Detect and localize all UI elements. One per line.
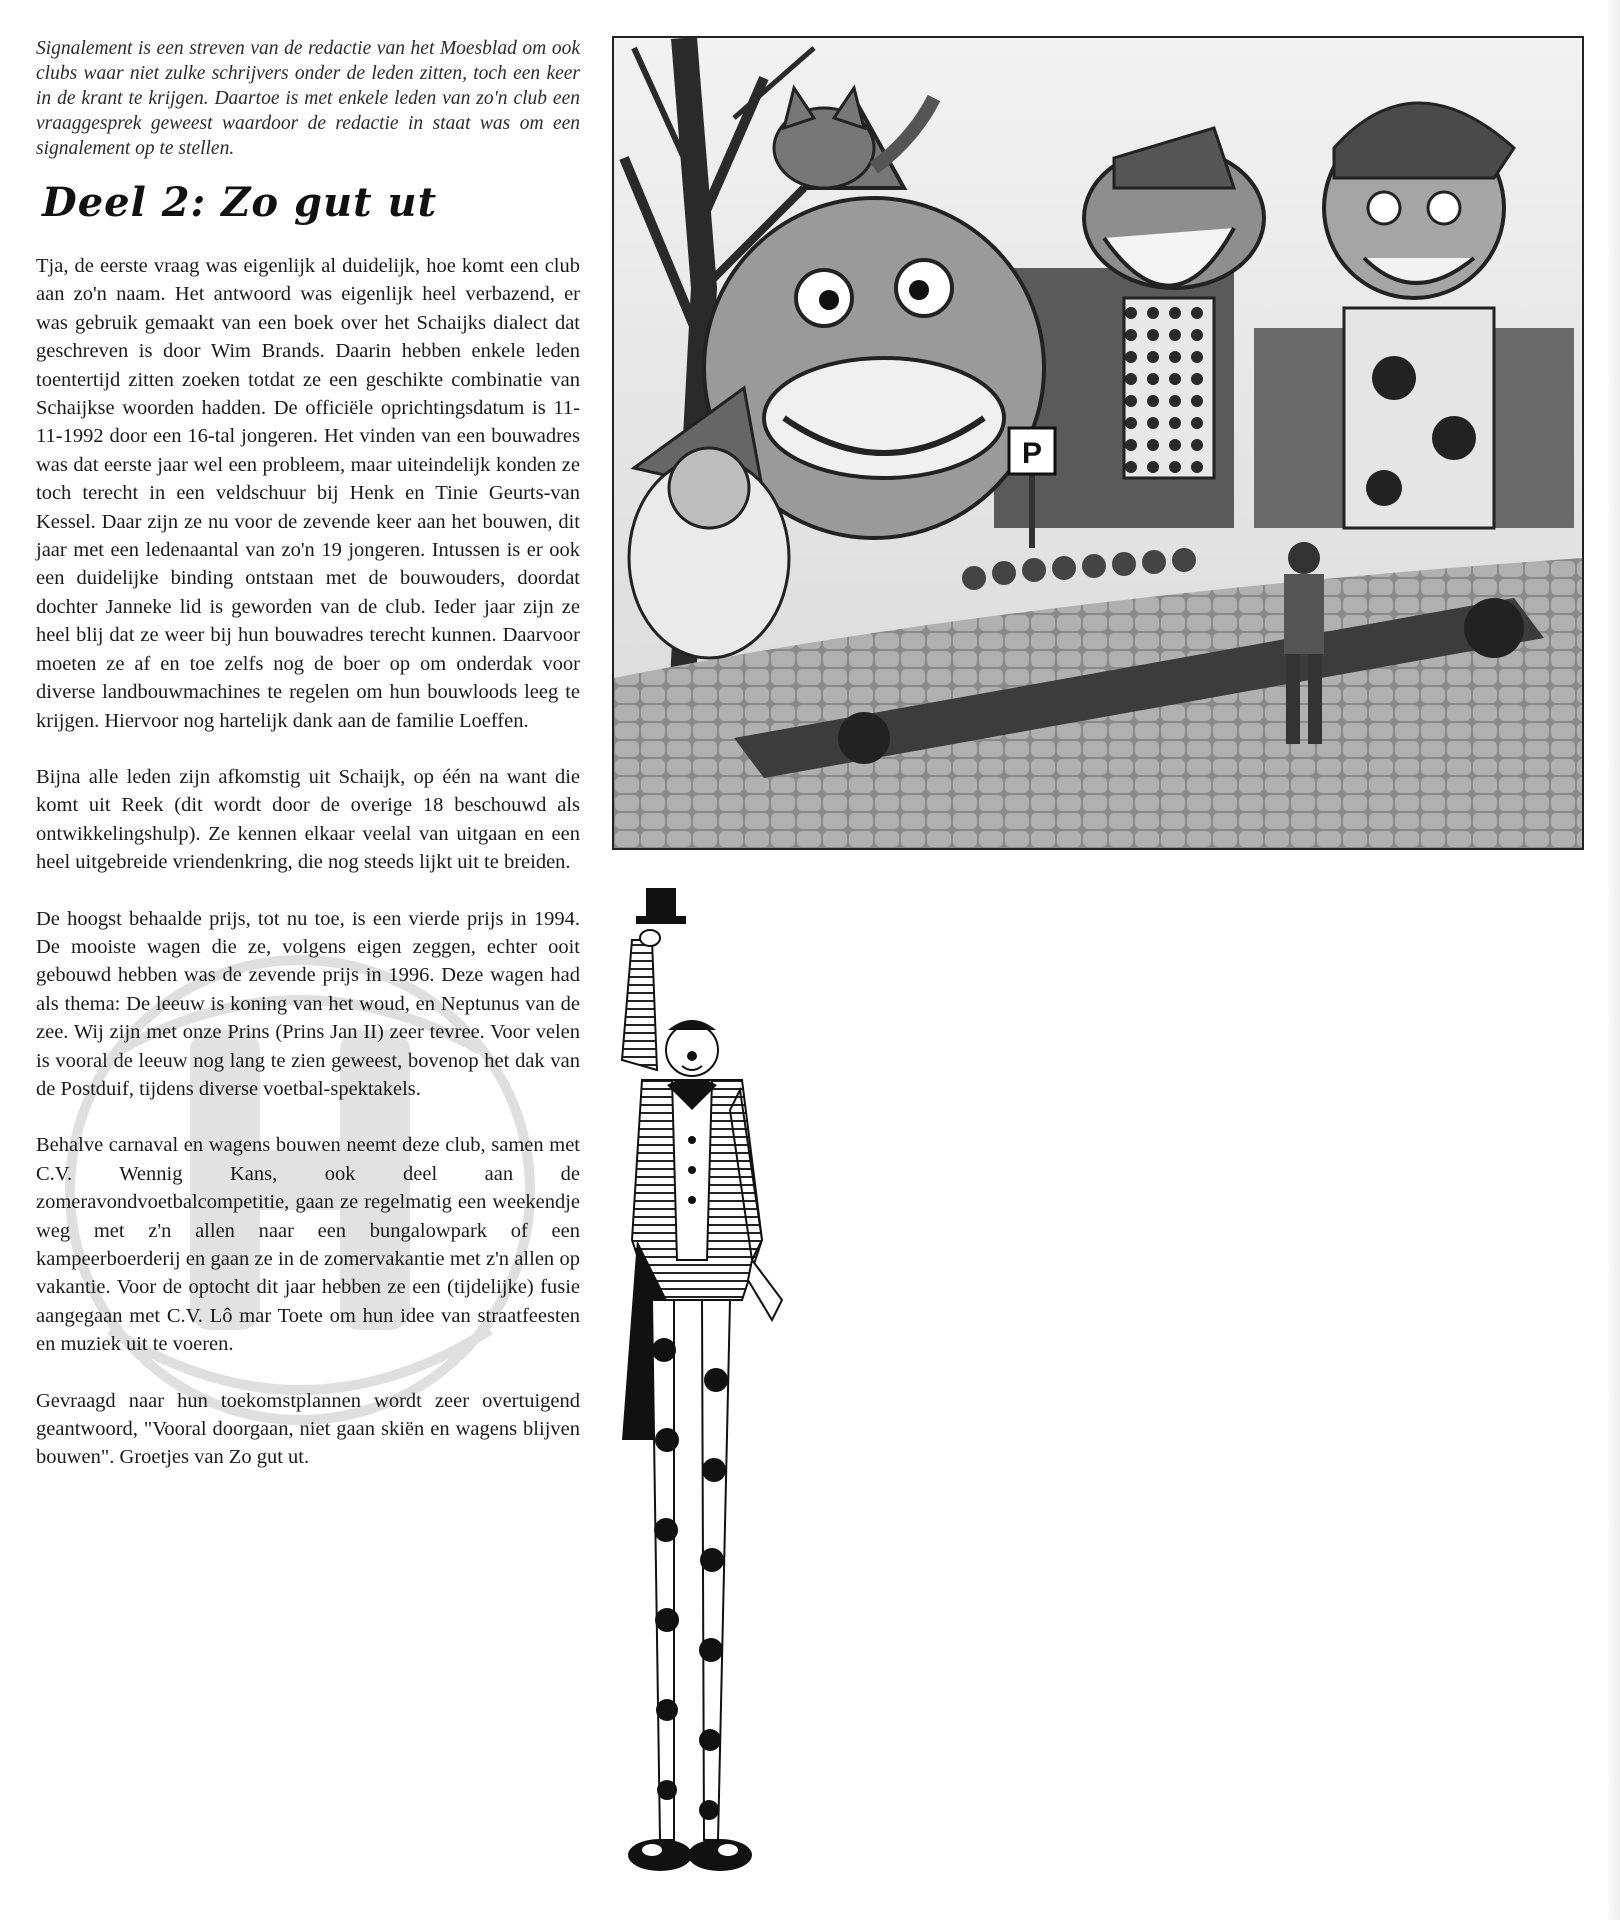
- parking-sign-letter: P: [1021, 437, 1043, 470]
- article-paragraph: Bijna alle leden zijn afkomstig uit Schaijk, op één na want die komt uit Reek (dit wordt door de overige 18 beschouwd als ontwikkelingshulp). Ze kennen elkaar veelal van uitgaan en een heel uitgebreide vriendenkring, die nog steeds lijkt uit te breiden.: [36, 765, 580, 874]
- article-paragraph: Behalve carnaval en wagens bouwen neemt deze club, samen met C.V. Wennig Kans, ook deel aan de zomeravondvoetbalcompetitie, gaan ze regelmatig een weekendje weg met z'n allen naar een bungalowpark of een kampeerboerderij en gaan ze in de zomervakantie met z'n allen op vakantie. Voor de optocht dit jaar hebben ze een (tijdelijke) fusie aangegaan met C.V. Lô mar Toete om hun idee van straatfeesten en muziek uit te voeren.: [36, 1134, 580, 1356]
- float-wheel: [1464, 598, 1524, 658]
- carnival-float-photo: [612, 36, 1584, 850]
- hat-icon: [646, 888, 676, 918]
- article-paragraph: Tja, de eerste vraag was eigenlijk al duidelijk, hoe komt een club aan zo'n naam. Het antwoord was eigenlijk heel verbazend, er was gebruik gemaakt van een boek over het Schaijks dialect dat geschreven is door Wim Brands. Daarin hebben enkele leden toentertijd zitten zoeken totdat ze een geschikte combinatie van Schaijkse woorden hadden. De officiële oprichtingsdatum is 11-11-1992 door een 16-tal jongeren. Het vinden van een bouwadres was dat eerste jaar wel een probleem, maar uiteindelijk konden ze toch terecht in een veldschuur bij Henk en Tinie Geurts-van Kessel. Daar zijn ze nu voor de zevende keer aan het bouwen, dit jaar met een ledenaantal van zo'n 19 jongeren. Intussen is er ook een duidelijke binding ontstaan met de bouwouders, doordat dochter Janneke lid is geworden van de club. Ieder jaar zijn ze heel blij dat ze weer bij hun bouwadres terecht kunnen. Daarvoor moeten ze af en toe zelfs nog de boer op om onderdak voor diverse landbouwmachines te regelen om hun bouwloods leeg te krijgen. Hiervoor nog hartelijk dank aan de familie Loeffen.: [36, 255, 580, 732]
- float-clown-figure: [1324, 103, 1514, 528]
- article-headline: Deel 2: Zo gut ut: [42, 179, 438, 226]
- article-intro: Signalement is een streven van de redactie van het Moesblad om ook clubs waar niet zulke schrijvers onder de leden zitten, toch een keer in de krant te krijgen. Daartoe is met enkele leden van zo'n club een vraaggesprek geweest waardoor de redactie in staat was om een signalement op te stellen.: [36, 38, 580, 159]
- float-photo-illustration: [614, 38, 1582, 848]
- page-edge-shadow: [1606, 0, 1620, 1920]
- clown-on-stilts-illustration: [612, 880, 792, 1900]
- article-paragraph: Gevraagd naar hun toekomstplannen wordt zeer overtuigend geantwoord, "Vooral doorgaan, niet gaan skiën en wagens blijven bouwen". Groetjes van Zo gut ut.: [36, 1389, 580, 1469]
- article-column: [36, 36, 580, 1500]
- article-paragraph: De hoogst behaalde prijs, tot nu toe, is een vierde prijs in 1994. De mooiste wagen die ze, volgens eigen zeggen, echter ooit gebouwd hebben was de zevende prijs in 1996. Deze wagen had als thema: De leeuw is koning van het woud, en Neptunus van de zee. Wij zijn met onze Prins (Prins Jan II) zeer tevree. Voor velen is vooral de leeuw nog lang te zien geweest, bovenop het dak van de Postduif, tijdens diverse voetbal-spektakels.: [36, 907, 580, 1100]
- float-wheel: [838, 712, 890, 764]
